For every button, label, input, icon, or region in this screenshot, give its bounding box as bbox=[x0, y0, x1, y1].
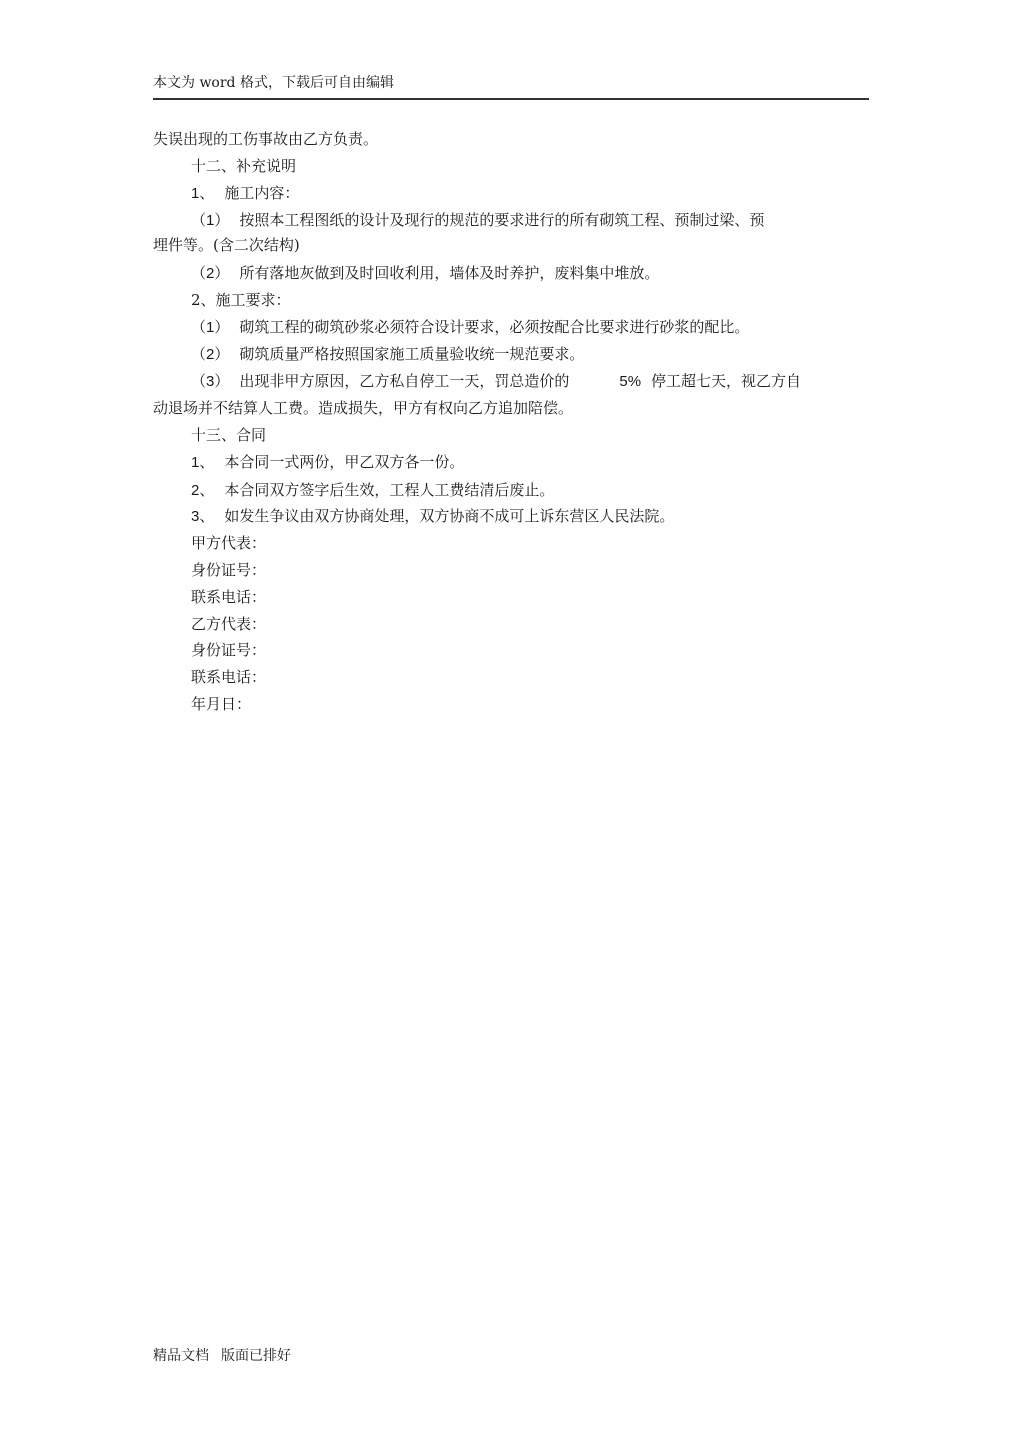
penalty-percent: 5% bbox=[619, 373, 642, 390]
footer-left-text: 精品文档 bbox=[153, 1348, 209, 1364]
item-text: 如发生争议由双方协商处理，双方协商不成可上诉东营区人民法院。 bbox=[224, 507, 675, 525]
item-12-1-1-continuation: 埋件等。(含二次结构) bbox=[153, 236, 300, 254]
section-13-title: 十三、合同 bbox=[191, 426, 267, 444]
item-12-1-1 bbox=[191, 210, 764, 231]
item-12-2-3 bbox=[191, 371, 801, 392]
item-number: （1） bbox=[191, 212, 230, 229]
item-number: 1、 bbox=[191, 185, 215, 202]
item-13-1 bbox=[191, 452, 464, 473]
item-text: 所有落地灰做到及时回收利用，墙体及时养护，废料集中堆放。 bbox=[239, 264, 660, 282]
item-text-cont: 停工超七天，视乙方自 bbox=[651, 372, 802, 390]
item-13-3 bbox=[191, 506, 674, 527]
party-a-phone: 联系电话： bbox=[191, 588, 267, 606]
item-number: 1、 bbox=[191, 454, 215, 471]
item-12-2-1 bbox=[191, 317, 749, 338]
item-text: 出现非甲方原因，乙方私自停工一天，罚总造价的 bbox=[239, 372, 570, 390]
page-footer bbox=[153, 1345, 291, 1367]
item-text: 砌筑工程的砌筑砂浆必须符合设计要求，必须按配合比要求进行砂浆的配比。 bbox=[239, 318, 750, 336]
item-13-2 bbox=[191, 480, 554, 501]
party-a-representative: 甲方代表： bbox=[191, 534, 267, 552]
signing-date: 年月日： bbox=[191, 695, 252, 713]
party-b-phone: 联系电话： bbox=[191, 668, 267, 686]
party-b-representative: 乙方代表： bbox=[191, 615, 267, 633]
item-number: （2） bbox=[191, 265, 230, 282]
item-number: 2、 bbox=[191, 482, 215, 499]
item-text: 砌筑质量严格按照国家施工质量验收统一规范要求。 bbox=[239, 345, 585, 363]
page-header bbox=[153, 72, 869, 100]
section-12-title: 十二、补充说明 bbox=[191, 157, 297, 175]
paragraph-line: 失误出现的工伤事故由乙方负责。 bbox=[153, 130, 379, 148]
item-number: 3、 bbox=[191, 508, 215, 525]
party-a-id-number: 身份证号： bbox=[191, 561, 267, 579]
item-number: （2） bbox=[191, 346, 230, 363]
item-12-1-2 bbox=[191, 263, 659, 284]
item-text: 按照本工程图纸的设计及现行的规范的要求进行的所有砌筑工程、预制过梁、预 bbox=[239, 211, 765, 229]
item-text: 本合同双方签字后生效，工程人工费结清后废止。 bbox=[224, 481, 555, 499]
item-12-2-3-continuation: 动退场并不结算人工费。造成损失，甲方有权向乙方追加陪偿。 bbox=[153, 399, 574, 417]
item-number: （1） bbox=[191, 319, 230, 336]
item-12-1 bbox=[191, 183, 299, 204]
item-text: 施工内容： bbox=[224, 184, 300, 202]
item-12-2-2 bbox=[191, 344, 584, 365]
item-12-2-title: 2、施工要求： bbox=[191, 291, 291, 309]
item-number: （3） bbox=[191, 373, 230, 390]
footer-right-text: 版面已排好 bbox=[221, 1348, 291, 1364]
item-text: 本合同一式两份，甲乙双方各一份。 bbox=[224, 453, 465, 471]
party-b-id-number: 身份证号： bbox=[191, 641, 267, 659]
header-text: 本文为 word 格式，下载后可自由编辑 bbox=[153, 75, 394, 91]
